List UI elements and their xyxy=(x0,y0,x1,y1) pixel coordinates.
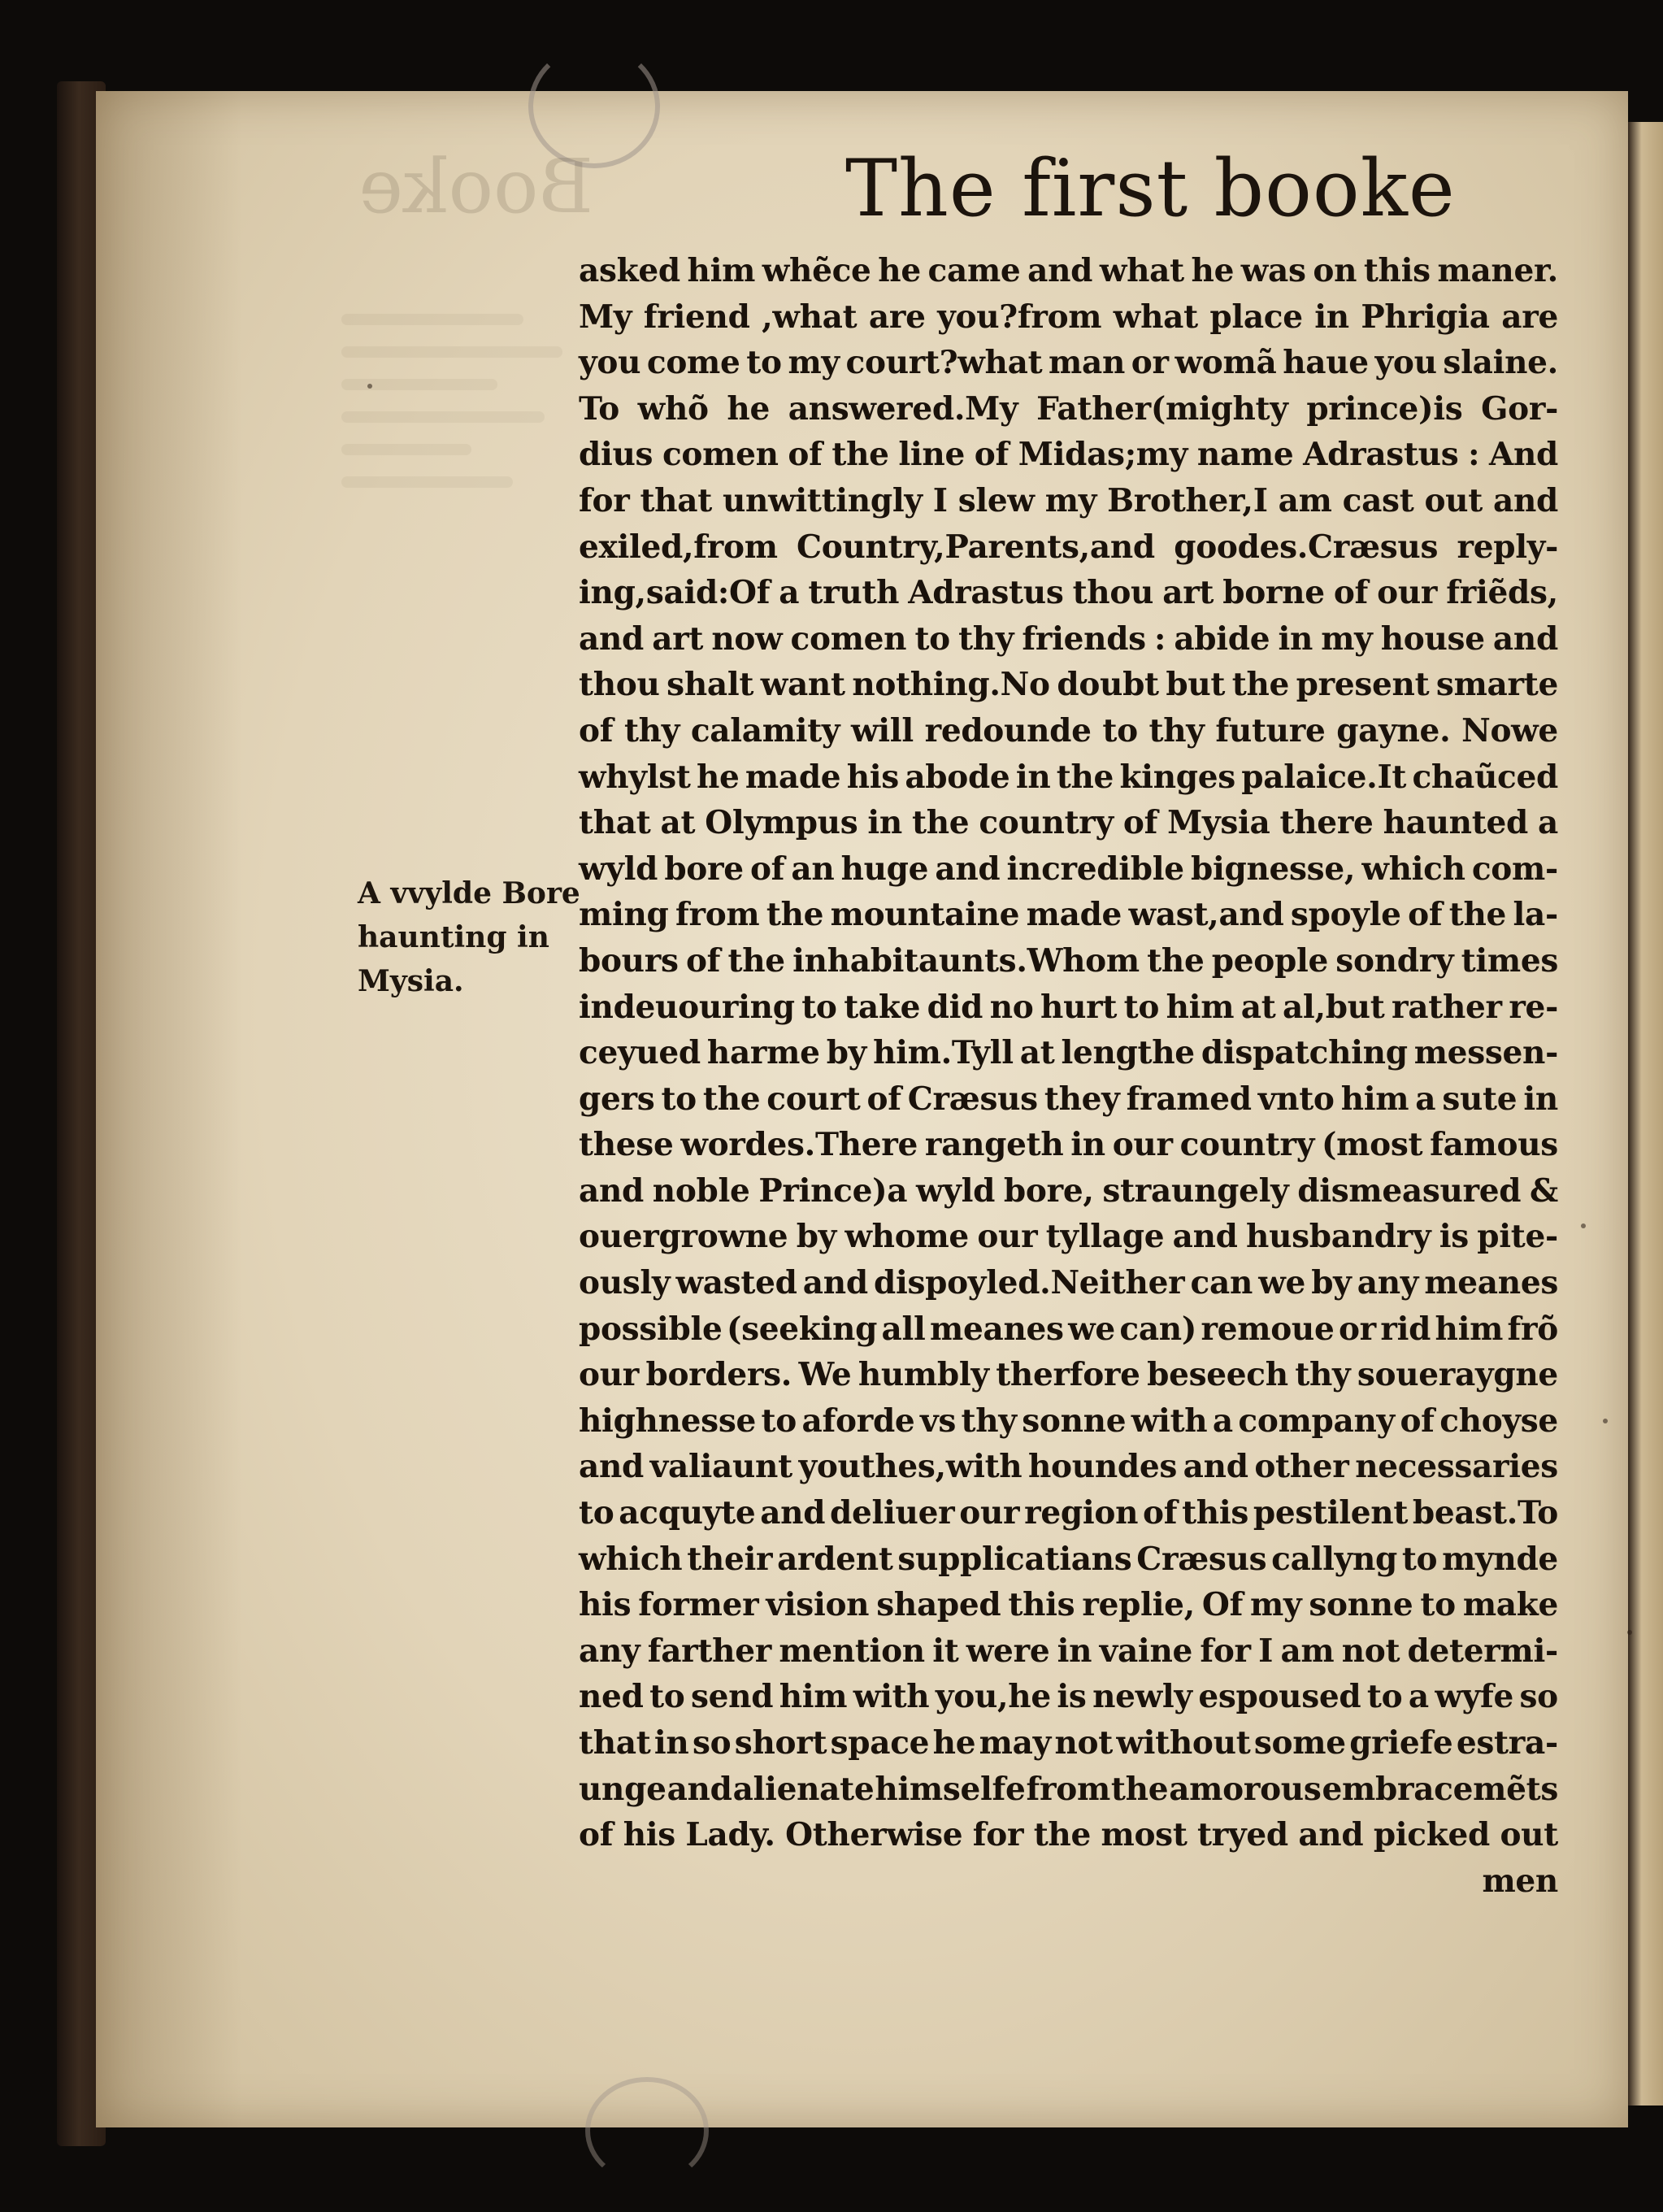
marginal-note xyxy=(358,871,580,1003)
catchword: men xyxy=(1482,1862,1558,1900)
ink-fleck xyxy=(367,384,372,389)
text-line: highnesse to aforde vs thy sonne with a company of choyse xyxy=(579,1402,1558,1440)
page-gutter-shadow xyxy=(96,91,242,2127)
ink-fleck xyxy=(1603,1419,1608,1423)
text-line: bours of the inhabitaunts.Whom the people sondry times xyxy=(579,941,1558,980)
text-line: ing,said:Of a truth Adrastus thou art borne of our friẽds, xyxy=(579,574,1558,612)
marginal-note-line: A vvylde Bore xyxy=(358,876,580,910)
marginal-note-line: haunting in xyxy=(358,920,549,954)
marginal-note-line: Mysia. xyxy=(358,964,464,998)
text-line: ned to send him with you,he is newly espoused to a wyfe so xyxy=(579,1678,1558,1716)
text-line: which their ardent supplicatians Cræsus callyng to mynde xyxy=(579,1540,1558,1578)
text-line: indeuouring to take did no hurt to him at al,but rather re- xyxy=(579,988,1558,1026)
text-line: unge and alienate himselfe from the amorous embracemẽts xyxy=(579,1770,1558,1808)
text-line: and noble Prince)a wyld bore, straungely dismeasured & xyxy=(579,1171,1558,1210)
text-line: and art now comen to thy friends : abide in my house and xyxy=(579,619,1558,658)
text-line: that at Olympus in the country of Mysia there haunted a xyxy=(579,804,1558,842)
text-line: wyld bore of an huge and incredible bignesse, which com- xyxy=(579,850,1558,888)
show-through-text: Booke xyxy=(358,143,593,230)
text-line: ously wasted and dispoyled.Neither can we by any meanes xyxy=(579,1264,1558,1302)
text-line: To whõ he answered.My Father(mighty prince)is Gor- xyxy=(579,389,1558,428)
text-line: asked him whẽce he came and what he was on this maner. xyxy=(579,252,1558,289)
text-line: My friend ,what are you?from what place in Phrigia are xyxy=(579,298,1558,336)
text-line: ming from the mountaine made wast,and spoyle of the la- xyxy=(579,896,1558,934)
text-line: of his Lady. Otherwise for the most tryed and picked out xyxy=(579,1816,1558,1854)
show-through-lines xyxy=(341,293,601,509)
text-line: dius comen of the line of Midas;my name Adrastus : And xyxy=(579,436,1558,474)
text-line: possible (seeking all meanes we can) remoue or rid him frõ xyxy=(579,1310,1558,1348)
ink-fleck xyxy=(1627,1630,1632,1635)
text-line: gers to the court of Cræsus they framed vnto him a sute in xyxy=(579,1080,1558,1118)
text-line: whylst he made his abode in the kinges palaice.It chaũced xyxy=(579,758,1558,796)
text-line: you come to my court?what man or womã haue you slaine. xyxy=(579,344,1558,382)
clip-mark-bottom xyxy=(585,2077,709,2184)
text-line: ouergrowne by whome our tyllage and husbandry is pite- xyxy=(579,1218,1558,1256)
text-line: these wordes.There rangeth in our country (most famous xyxy=(579,1126,1558,1164)
text-line: any farther mention it were in vaine for I am not determi- xyxy=(579,1632,1558,1670)
text-line: thou shalt want nothing.No doubt but the present smarte xyxy=(579,666,1558,704)
ink-fleck xyxy=(1581,1223,1586,1228)
text-line: of thy calamity will redounde to thy future gayne. Nowe xyxy=(579,711,1558,750)
text-line: and valiaunt youthes,with houndes and other necessaries xyxy=(579,1448,1558,1486)
text-line: to acquyte and deliuer our region of this pestilent beast.To xyxy=(579,1494,1558,1532)
running-head: The first booke xyxy=(845,143,1456,234)
text-line: exiled,from Country,Parents,and goodes.Cræsus reply- xyxy=(579,528,1558,566)
text-line: his former vision shaped this replie, Of my sonne to make xyxy=(579,1586,1558,1624)
text-line: our borders. We humbly therfore beseech thy soueraygne xyxy=(579,1356,1558,1394)
text-line: that in so short space he may not without some griefe estra- xyxy=(579,1724,1558,1762)
facing-page-edge xyxy=(1627,122,1663,2106)
text-line: ceyued harme by him.Tyll at lengthe dispatching messen- xyxy=(579,1034,1558,1072)
text-line: for that unwittingly I slew my Brother,I am cast out and xyxy=(579,481,1558,519)
body-text xyxy=(579,248,1558,1904)
